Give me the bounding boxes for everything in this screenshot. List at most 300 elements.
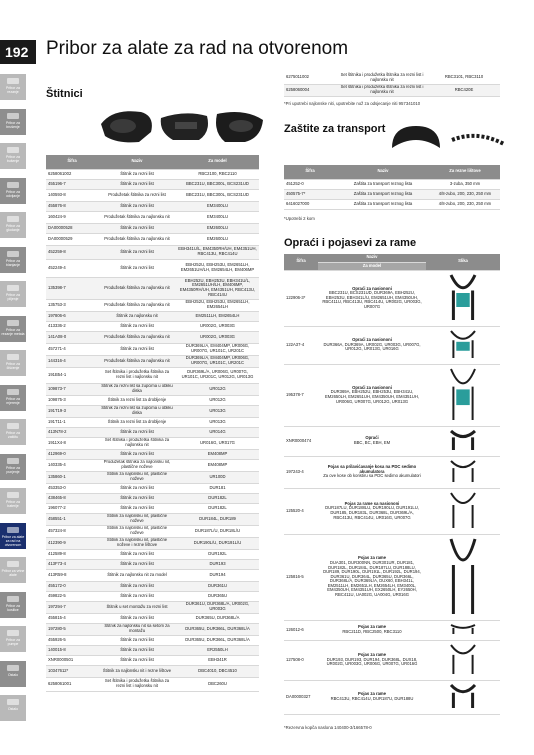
- table-cell: Štitnik za rezni list za drobljenje: [98, 417, 176, 427]
- table-cell: BBC231U, BBC300L, BCS231UD: [176, 189, 259, 201]
- tab-label: Pribor za čišćenje: [5, 362, 20, 370]
- table-row: [46, 449, 259, 459]
- table-cell: Štitnik za najlonsku nit i rezne lištove: [98, 665, 176, 677]
- table-row: [46, 223, 259, 233]
- col-header: Za model: [176, 155, 259, 169]
- pojasevi-note: *Rezervna kopča naslona 140400-3/166578-0: [284, 725, 372, 730]
- table-row: [46, 189, 259, 201]
- table-cell: DBC260U: [176, 677, 259, 691]
- table-cell: RBC3101, RBC3110: [428, 72, 500, 84]
- tab-icon: [7, 492, 19, 498]
- table-cell: DUR182L: [176, 493, 259, 503]
- table-cell: XNR0000501: [46, 655, 98, 665]
- table-cell: 126012-6: [284, 620, 318, 640]
- harness-image-cell: [426, 488, 500, 534]
- harness-name: Opraći za nasiononi: [352, 337, 392, 343]
- tab-label: Pribor za mjerenje: [5, 396, 20, 405]
- table-cell: Štitnik za najlonsku nit, plastične noževe: [98, 525, 176, 537]
- table-cell: 135860-1: [46, 471, 98, 483]
- sidebar-tab[interactable]: [0, 109, 26, 135]
- table-cell: RBC2100, RBC2110: [176, 169, 259, 179]
- harness-name: Pojas za rame: [358, 624, 386, 630]
- table-cell: EBH252U, EBH253U, EBH341U/L, EM2651UH/LH, EM406MP, EM4350RH/UH, EM4351UH, RBC413U, RBC414U: [176, 277, 259, 299]
- section-heading-stitnici: Štitnici: [46, 88, 83, 100]
- table-cell: 453353-0: [46, 483, 98, 493]
- table-cell: 452249-4: [46, 259, 98, 277]
- table-cell: Produžetak štitnika za najlonsku nit: [98, 277, 176, 299]
- table-cell: 197243-4: [284, 456, 318, 488]
- harness-image-cell: [426, 534, 500, 620]
- table-cell: Set štitnika i produžetka štitnika za rezni list i najlonsku nit: [336, 72, 428, 84]
- table-row: [46, 405, 259, 417]
- table-row: [46, 395, 259, 405]
- tab-icon: [7, 147, 19, 153]
- table-row: [284, 534, 500, 620]
- table-cell: DUR369L/A, EM404MP, UR006G, UR007G, UR101C, UR201C: [176, 355, 259, 367]
- sidebar-tabs: [0, 74, 26, 734]
- table-cell: Zaštita za transport reznog lista: [336, 189, 430, 199]
- table-cell: 413F73-4: [46, 559, 98, 569]
- tab-icon: [7, 596, 19, 602]
- top-guard-table: [284, 72, 500, 97]
- col-header: Naziv: [98, 155, 176, 169]
- table-cell: Štitnik za najlonsku nit sa setom za montažu: [98, 623, 176, 635]
- table-row: [46, 321, 259, 331]
- sidebar-tab[interactable]: [0, 143, 26, 169]
- table-cell: 140335-4: [46, 459, 98, 471]
- table-cell: Štitnik za rezni list: [98, 449, 176, 459]
- table-row: [46, 355, 259, 367]
- table-cell: Štitnik u set montažu za rezni list: [98, 601, 176, 613]
- tab-label: Pribor za piljenje: [5, 293, 20, 301]
- table-row: [284, 620, 500, 640]
- tab-icon: [7, 458, 19, 464]
- table-cell: [318, 620, 426, 640]
- table-cell: BBC231U, BBC300L, BCS231UD: [176, 179, 259, 189]
- harness-image-cell: [426, 364, 500, 426]
- table-cell: 1911X4-8: [46, 437, 98, 449]
- harness-name: Pojas za rame sa nasiononi: [344, 500, 400, 506]
- table-cell: DBC4010, DBC4510: [176, 665, 259, 677]
- table-cell: [318, 534, 426, 620]
- table-cell: 412589-8: [46, 549, 98, 559]
- sidebar-tab[interactable]: [0, 419, 26, 445]
- sidebar-tab[interactable]: [0, 316, 26, 342]
- table-row: [46, 331, 259, 343]
- table-cell: [318, 680, 426, 714]
- table-cell: 144316-4: [46, 355, 98, 367]
- table-cell: UR012G: [176, 395, 259, 405]
- table-row: [46, 299, 259, 311]
- table-cell: DUR365U, DUR368L/A: [176, 613, 259, 623]
- harness-image: [439, 683, 487, 711]
- sidebar-tab[interactable]: [0, 695, 26, 721]
- section-heading-pojasevi: Opraći i pojasevi za rame: [284, 237, 417, 249]
- table-cell: 125520-4: [284, 488, 318, 534]
- table-cell: Štitnik za rezni list: [98, 321, 176, 331]
- table-cell: Štitnik za najlonsku nit, plastične noževe: [98, 513, 176, 525]
- table-cell: 191T19-3: [46, 405, 98, 417]
- guard-shape-3: [216, 112, 263, 142]
- table-cell: 196077-2: [46, 503, 98, 513]
- table-cell: EM2600LU: [176, 223, 259, 233]
- table-cell: Produžetak štitnika za najlonsku nit: [98, 331, 176, 343]
- harness-name: Opraći za nasiononi: [352, 285, 392, 291]
- table-cell: RBC420E: [428, 84, 500, 96]
- table-row: [46, 655, 259, 665]
- tab-icon: [7, 665, 19, 671]
- harness-models: Za ove kose ob koristiru sa PDC sedimo akumulatori: [323, 473, 421, 479]
- harness-image: [439, 459, 487, 485]
- table-row: [46, 417, 259, 427]
- table-row: [46, 277, 259, 299]
- table-cell: 412969-0: [46, 449, 98, 459]
- table-cell: 197294-7: [46, 601, 98, 613]
- table-cell: Štitnik za rezni list: [98, 549, 176, 559]
- harness-image: [439, 329, 487, 361]
- harness-image-cell: [426, 270, 500, 326]
- table-cell: [318, 364, 426, 426]
- table-cell: DUR369L/A, UR006G, UR007G, UR101C, UR201C, UR012G, UR013G: [176, 367, 259, 383]
- transport-guard-images: [382, 120, 512, 160]
- table-cell: 197806-6: [46, 311, 98, 321]
- tab-label: Pribor za baterije: [5, 500, 20, 508]
- sidebar-tab[interactable]: [0, 592, 26, 618]
- table-cell: EBH252U, EBH253U, EM2651LH, EM2651UH/LH, EM2654LH, EM406MP: [176, 259, 259, 277]
- table-cell: Set štitnika i produžetka štitnika za rezni list i najlonsku nit: [336, 84, 428, 96]
- tab-icon: [7, 320, 19, 326]
- col-header: Šifra: [284, 254, 318, 270]
- harness-image-cell: [426, 426, 500, 456]
- pojasevi-table: [284, 254, 500, 715]
- table-row: [46, 559, 259, 569]
- table-cell: Štitnik za rezni list sa zupcima u obliku diska: [98, 383, 176, 395]
- table-cell: 6416027000: [284, 199, 336, 209]
- table-cell: 459822-5: [46, 591, 98, 601]
- table-cell: 6258060004: [284, 84, 336, 96]
- guard-shape-2: [161, 113, 208, 140]
- page-number: 192: [0, 40, 36, 64]
- table-row: [284, 488, 500, 534]
- table-cell: Štitnik za najlonsku nit za model: [98, 569, 176, 581]
- table-cell: [318, 270, 426, 326]
- table-cell: XNR0000474: [284, 426, 318, 456]
- table-cell: 140593-8: [46, 189, 98, 201]
- table-cell: 4/8-zubo, 200, 230, 250 mm: [430, 199, 500, 209]
- table-cell: EM408MP: [176, 459, 259, 471]
- table-cell: DUR361U: [176, 581, 259, 591]
- table-cell: DUR365U, DUR366L, DUR368L/A: [176, 635, 259, 645]
- harness-image-cell: [426, 456, 500, 488]
- table-cell: Štitnik za rezni list sa zupcima u obliku diska: [98, 405, 176, 417]
- table-row: [46, 591, 259, 601]
- table-cell: Produžetak štitnika za najlonsku nit: [98, 233, 176, 245]
- tab-label: Pribor za alate za rad na otvorenom: [1, 534, 25, 547]
- table-row: [46, 601, 259, 613]
- table-cell: Štitnik za rezni list: [98, 169, 176, 179]
- table-cell: UR002G, UR003G: [176, 321, 259, 331]
- table-cell: 135398-7: [46, 277, 98, 299]
- table-cell: Štitnik za rezni list: [98, 503, 176, 513]
- table-row: [46, 383, 259, 395]
- table-cell: Štitnik za rezni list: [98, 559, 176, 569]
- harness-name: Pojas za rame: [358, 555, 386, 561]
- table-row: [284, 364, 500, 426]
- sidebar-tab[interactable]: [0, 212, 26, 238]
- table-row: [46, 483, 259, 493]
- table-cell: Štitnik za najlonsku nit: [98, 311, 176, 321]
- table-cell: [318, 640, 426, 680]
- harness-image: [439, 273, 487, 323]
- table-cell: 191T11-1: [46, 417, 98, 427]
- top-note: *Pri upotrebi najlonske niti, upotrebite nož za odsjecanje niti 957341010: [284, 101, 421, 106]
- table-row: [46, 437, 259, 449]
- harness-models: BBC, BC, EBH, EM: [353, 440, 391, 445]
- sidebar-tab[interactable]: [0, 178, 26, 204]
- table-cell: DUR182L: [176, 503, 259, 513]
- table-cell: UR014G: [176, 427, 259, 437]
- table-cell: EM3400LU: [176, 211, 259, 223]
- table-row: [46, 645, 259, 655]
- sidebar-tab[interactable]: [0, 281, 26, 307]
- table-cell: 109875-3: [46, 395, 98, 405]
- table-row: [46, 513, 259, 525]
- table-cell: DUR181: [176, 483, 259, 493]
- transport-table: [284, 165, 500, 210]
- table-cell: 455172-0: [46, 581, 98, 591]
- tab-label: Pribor za brušenje: [5, 120, 20, 129]
- table-cell: Štitnik za rezni list: [98, 223, 176, 233]
- table-cell: 455196-7: [46, 179, 98, 189]
- table-row: [46, 635, 259, 645]
- table-row: [284, 326, 500, 364]
- table-row: [46, 493, 259, 503]
- stitnici-table: [46, 155, 259, 692]
- table-cell: [318, 456, 426, 488]
- table-cell: DUR369L/A, EM404MP, UR006G, UR007G, UR101C, UR201C: [176, 343, 259, 355]
- table-cell: Štitnik za rezni list: [98, 343, 176, 355]
- tab-icon: [7, 182, 19, 188]
- table-cell: 122906-3*: [284, 270, 318, 326]
- table-cell: UR013G: [176, 417, 259, 427]
- table-cell: DUR361U, DUR368L/A, UR002G, UR003G: [176, 601, 259, 613]
- table-cell: Produžetak štitnika za najlonsku nit: [98, 355, 176, 367]
- tab-label: Ostalo: [7, 707, 19, 711]
- table-cell: [318, 326, 426, 364]
- tab-icon: [7, 389, 19, 395]
- harness-models: DUR193, DUR193, DUR194, DUR368L, DUX18, UR002G, UR003G, UR006G, UR007G, UR016G: [326, 656, 418, 667]
- table-row: [284, 199, 500, 209]
- sidebar-tab[interactable]: [0, 350, 26, 376]
- tab-icon: [7, 285, 19, 291]
- tab-label: Pribor za rezanje: [5, 86, 20, 94]
- table-cell: 413N78-2: [46, 427, 98, 437]
- harness-name: Pojas za rame: [358, 691, 386, 697]
- table-cell: UR013G: [176, 405, 259, 417]
- tab-label: Pribor za odvijanje: [5, 189, 20, 198]
- harness-image: [439, 623, 487, 637]
- table-cell: 191B54-1: [46, 367, 98, 383]
- harness-models: DUA301, DUR300NN, DUR301UR, DUR181, DUR182L, DUR184L, DUR187LU, DUR188LU, DUR189, DUR190L, DUR191L, DUR192L, DUR194, DUR361U, DUR364L, DUR365U, DUR366L, DUR368L/A, DUR369L/A, DUX60, EBH341L, EM2511LH, EM2651LH, EM2654LH, EM3400L, EM4350UH, EM4351UH, EX2650LH, EY2650H, RBC411U, UA002G, UA004G, UR016G: [323, 559, 421, 598]
- transport-guard-2: [452, 136, 504, 144]
- tab-label: Pribor za kosilice: [5, 603, 20, 612]
- table-row: [46, 201, 259, 211]
- harness-image: [439, 367, 487, 423]
- table-cell: 412390-9: [46, 537, 98, 549]
- table-row: [46, 233, 259, 245]
- table-cell: DUR192L: [176, 549, 259, 559]
- harness-name: Opraći: [365, 435, 379, 441]
- table-cell: 109873-7: [46, 383, 98, 395]
- table-cell: EBH252U, EBH253U, EM2651LH, EM2654LH: [176, 299, 259, 311]
- col-subheader: Za model: [318, 262, 426, 270]
- page-title: Pribor za alate za rad na otvorenom: [46, 38, 349, 59]
- table-cell: EM2511LH, EM2654LH: [176, 311, 259, 321]
- table-cell: UR100D: [176, 471, 259, 483]
- table-cell: DUR187L/U, DUR18L/U: [176, 525, 259, 537]
- table-cell: 413336-2: [46, 321, 98, 331]
- tab-label: Pribor za zaštitu: [5, 431, 20, 439]
- table-cell: Set štitnika i produžetka štitnika za rezni list i najlonsku nit: [98, 367, 176, 383]
- harness-image-cell: [426, 640, 500, 680]
- table-cell: DUR193: [176, 559, 259, 569]
- table-row: [46, 427, 259, 437]
- table-cell: DUR184L, DUR189: [176, 513, 259, 525]
- table-cell: EM3400LU: [176, 201, 259, 211]
- tab-label: Pribor za punjenje: [5, 465, 20, 474]
- table-cell: Štitnik za rezni list: [98, 427, 176, 437]
- sidebar-tab[interactable]: [0, 661, 26, 687]
- tab-label: Pribor za rezanje metala: [1, 327, 25, 336]
- table-cell: [318, 426, 426, 456]
- table-cell: 3-zuba, 350 mm: [430, 179, 500, 189]
- table-cell: 140015-8: [46, 645, 98, 655]
- table-row: [284, 426, 500, 456]
- table-cell: 4/8-zubo, 200, 230, 250 mm: [430, 189, 500, 199]
- table-row: [284, 456, 500, 488]
- table-row: [284, 270, 500, 326]
- table-row: [284, 84, 500, 96]
- sidebar-tab[interactable]: [0, 247, 26, 273]
- table-cell: 125816-5: [284, 534, 318, 620]
- table-cell: 458551-1: [46, 513, 98, 525]
- sidebar-tab[interactable]: [0, 454, 26, 480]
- table-row: [46, 503, 259, 513]
- table-cell: EBH341U/L, EM4350RH/UH, EM4351UH, RBC413U, RBC414U: [176, 245, 259, 259]
- table-cell: DUR365U: [176, 591, 259, 601]
- table-cell: DUR194: [176, 569, 259, 581]
- col-header: Za rezne lištove: [430, 165, 500, 179]
- table-row: [46, 259, 259, 277]
- tab-label: Pribor za vrtne alate: [1, 569, 25, 577]
- tab-label: Pribor za blanjanje: [5, 258, 20, 267]
- sidebar-tab[interactable]: [0, 626, 26, 652]
- tab-icon: [7, 113, 19, 119]
- harness-image-cell: [426, 326, 500, 364]
- table-cell: Štitnik za rezni list: [98, 581, 176, 591]
- table-cell: 6275011002: [284, 72, 336, 84]
- harness-image: [439, 429, 487, 453]
- table-cell: 413R59-8: [46, 569, 98, 581]
- table-cell: 10347612*: [46, 665, 98, 677]
- sidebar-tab[interactable]: [0, 488, 26, 514]
- table-cell: 457324-8: [46, 525, 98, 537]
- table-cell: UR002G, UR003G: [176, 331, 259, 343]
- harness-models: RBC413U, RBC414U, DUR187U, DUR188U: [330, 696, 414, 701]
- table-row: [46, 343, 259, 355]
- tab-icon: [7, 78, 19, 84]
- table-cell: 457271-4: [46, 343, 98, 355]
- sidebar-tab[interactable]: [0, 557, 26, 583]
- tab-label: Ostalo: [7, 672, 19, 677]
- table-row: [284, 680, 500, 714]
- harness-models: RBC211D, RBC2500, RBC3110: [342, 629, 402, 634]
- tab-icon: [7, 527, 19, 533]
- harness-models: BBC231U, BCS231UD, DUR369A, EBH252U, EBH253U, EBH341L/U, EM2651UH, EM4350UH, RBC411U, RBC413U, RBC414U, UR002G, UR003G, UR007G: [322, 290, 422, 309]
- table-cell: 6258061002: [46, 169, 98, 179]
- harness-image: [439, 491, 487, 531]
- table-cell: UR016G, UR017G: [176, 437, 259, 449]
- table-row: [46, 169, 259, 179]
- table-row: [46, 569, 259, 581]
- table-cell: Zaštita za transport reznog lista: [336, 179, 430, 189]
- table-row: [46, 459, 259, 471]
- harness-models: DUR369A, EBH252U, EBH253U, EBH341U, EM2650LH, EM2651UH, EM4350UH, EM4351UH, UR006G, UR007G, UR012G, UR013G: [324, 389, 420, 404]
- section-heading-transport: Zaštite za transport: [284, 123, 386, 135]
- harness-image-cell: [426, 620, 500, 640]
- tab-icon: [7, 354, 19, 360]
- harness-name: Pojas za rame: [358, 652, 386, 658]
- harness-name: Pojas sa prilavićavanje kosa na PDC sedimo akumulatora: [327, 464, 417, 474]
- table-cell: Štitnik za najlonsku nit, plastične noževe: [98, 471, 176, 483]
- table-cell: 127508-0: [284, 640, 318, 680]
- table-cell: Štitnik za rezni list: [98, 655, 176, 665]
- col-header: Naziv: [318, 254, 426, 262]
- table-cell: Produžetak štitnika za najlonsku nit: [98, 211, 176, 223]
- table-row: [46, 179, 259, 189]
- table-cell: DA00000529: [46, 233, 98, 245]
- tab-icon: [7, 630, 19, 636]
- sidebar-tab[interactable]: [0, 74, 26, 100]
- table-cell: 141A08-0: [46, 331, 98, 343]
- table-cell: Set štitnika i produžetka štitnika za rezni list i najlonsku nit: [98, 677, 176, 691]
- table-cell: 455876-8: [46, 201, 98, 211]
- table-cell: 455815-4: [46, 613, 98, 623]
- transport-note: *Upotrebi 2 kom: [284, 216, 315, 221]
- guard-shape-1: [101, 111, 152, 142]
- table-cell: Štitnik za rezni list: [98, 645, 176, 655]
- table-cell: 438465-8: [46, 493, 98, 503]
- table-cell: DUR365U, DUR366L, DUR368L/A: [176, 623, 259, 635]
- table-cell: Štitnik za rezni list za drobljenje: [98, 395, 176, 405]
- table-row: [284, 189, 500, 199]
- table-cell: Štitnik za rezni list: [98, 245, 176, 259]
- tab-icon: [7, 216, 19, 222]
- harness-image: [439, 643, 487, 677]
- tab-label: Pribor za pumpe: [5, 638, 20, 646]
- table-row: [284, 72, 500, 84]
- table-cell: 452259-8: [46, 245, 98, 259]
- table-cell: EM408MP: [176, 449, 259, 459]
- transport-guard-1: [392, 126, 440, 148]
- table-row: [46, 537, 259, 549]
- table-cell: UR012G: [176, 383, 259, 395]
- sidebar-tab[interactable]: [0, 385, 26, 411]
- tab-label: Pribor za glodanje: [5, 224, 20, 232]
- table-cell: DA00000327: [284, 680, 318, 714]
- sidebar-tab[interactable]: [0, 523, 26, 549]
- table-row: [46, 211, 259, 223]
